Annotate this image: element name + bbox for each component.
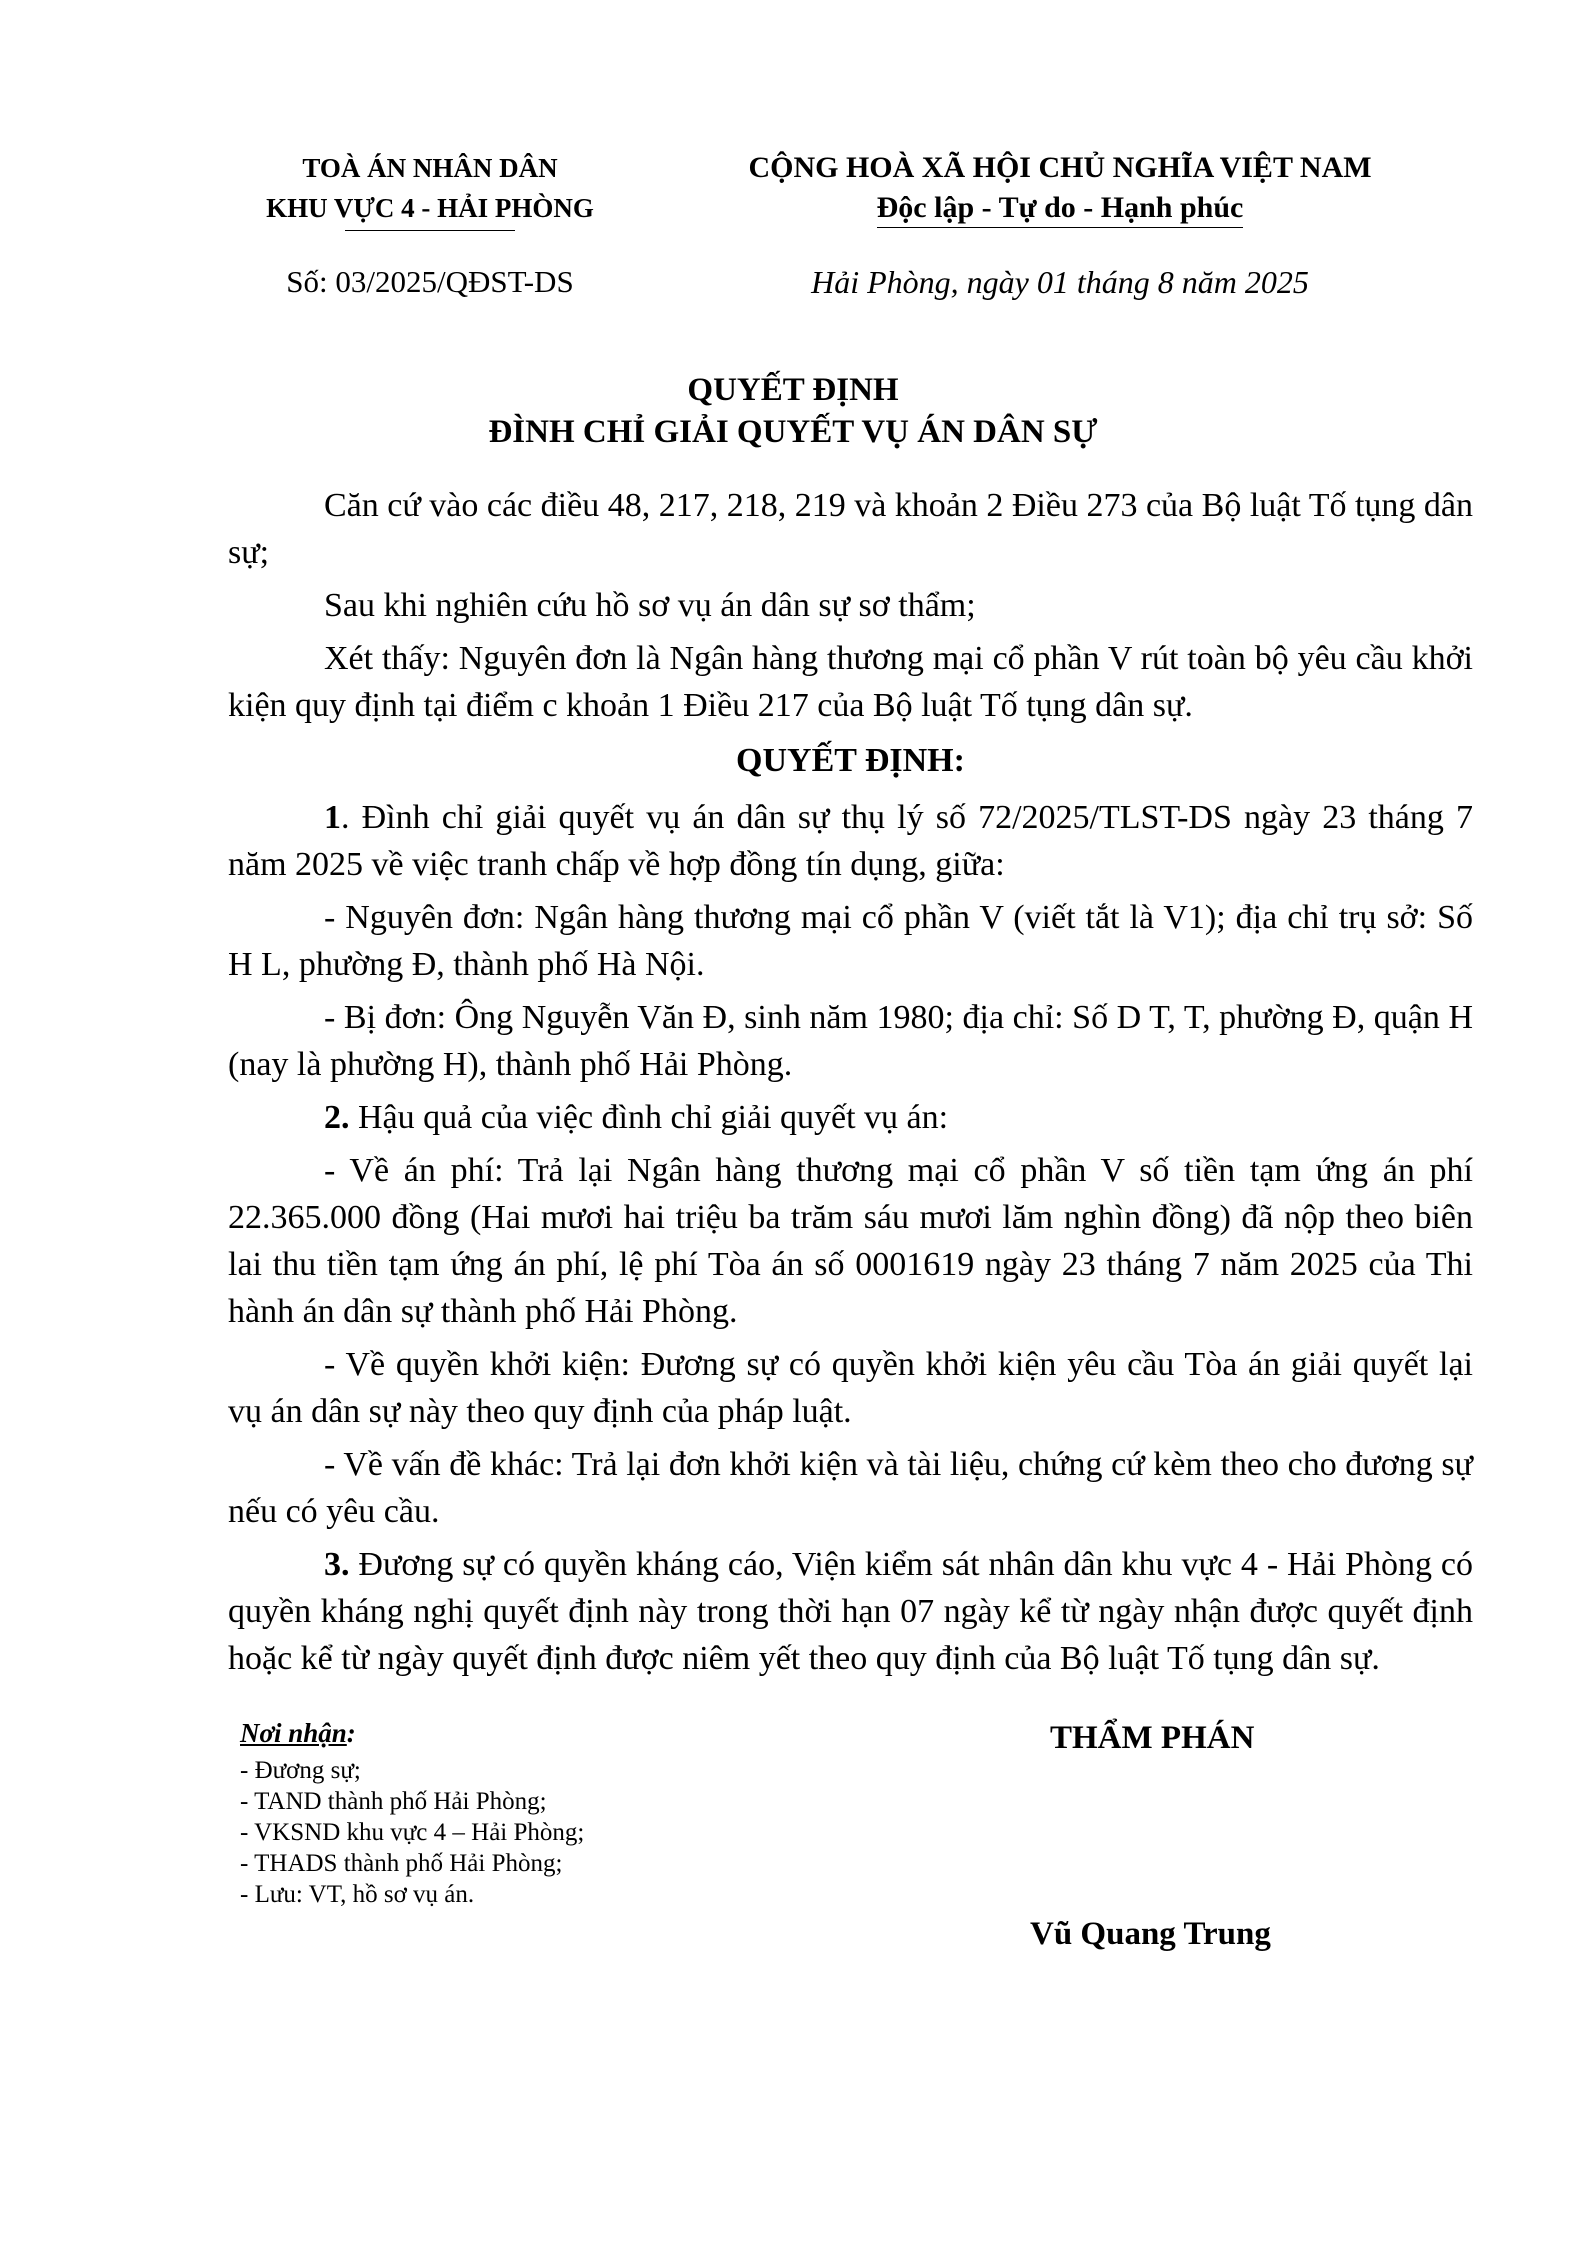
plaintiff-info: - Nguyên đơn: Ngân hàng thương mại cổ phần V (viết tắt là V1); địa chỉ trụ sở: Số H L, phường Đ, thành phố Hà Nội. — [228, 899, 1473, 983]
item-number: 3. — [324, 1546, 350, 1583]
document-title: QUYẾT ĐỊNH — [687, 372, 899, 408]
document-subtitle: ĐÌNH CHỈ GIẢI QUYẾT VỤ ÁN DÂN SỰ — [488, 414, 1098, 450]
legal-basis: Căn cứ vào các điều 48, 217, 218, 219 và khoản 2 Điều 273 của Bộ luật Tố tụng dân sự; — [228, 487, 1473, 571]
item-text: Đương sự có quyền kháng cáo, Viện kiểm sát nhân dân khu vực 4 - Hải Phòng có quyền kháng nghị quyết định này trong thời hạn 07 ngày kể từ ngày nhận được quyết định hoặc kể từ ngày quyết định được niêm yết theo quy định của Bộ luật Tố tụng dân sự. — [228, 1546, 1473, 1677]
recipient-item: - VKSND khu vực 4 – Hải Phòng; — [240, 1819, 585, 1846]
court-district: KHU VỰC 4 - HẢI PHÒNG — [266, 193, 594, 223]
defendant-info: - Bị đơn: Ông Nguyễn Văn Đ, sinh năm 1980; địa chỉ: Số D T, T, phường Đ, quận H (nay là phường H), thành phố Hải Phòng. — [228, 999, 1473, 1083]
item-text: Hậu quả của việc đình chỉ giải quyết vụ án: — [349, 1099, 949, 1136]
court-name: TOÀ ÁN NHÂN DÂN — [302, 153, 558, 183]
nation-header — [690, 148, 1430, 228]
recipients-block — [240, 1718, 840, 1910]
place-date: Hải Phòng, ngày 01 tháng 8 năm 2025 — [811, 264, 1309, 300]
decision-item-3 — [228, 1541, 1473, 1682]
item-text: . Đình chỉ giải quyết vụ án dân sự thụ lý số 72/2025/TLST-DS ngày 23 tháng 7 năm 2025 về việc tranh chấp về hợp đồng tín dụng, giữa: — [228, 799, 1473, 883]
right-to-sue-clause: - Về quyền khởi kiện: Đương sự có quyền khởi kiện yêu cầu Tòa án giải quyết lại vụ án dân sự này theo quy định của pháp luật. — [228, 1346, 1473, 1430]
other-matters-clause: - Về vấn đề khác: Trả lại đơn khởi kiện và tài liệu, chứng cứ kèm theo cho đương sự nếu có yêu cầu. — [228, 1446, 1473, 1530]
recipients-heading-colon: : — [346, 1718, 356, 1748]
national-motto: Độc lập - Tự do - Hạnh phúc — [877, 191, 1244, 228]
recipient-item: - Đương sự; — [240, 1757, 361, 1784]
item-number: 1 — [324, 799, 341, 836]
court-underline — [345, 230, 515, 231]
review-statement: Sau khi nghiên cứu hồ sơ vụ án dân sự sơ thẩm; — [324, 587, 976, 624]
court-header — [190, 148, 670, 228]
decision-item-2 — [228, 1094, 1473, 1141]
finding-statement: Xét thấy: Nguyên đơn là Ngân hàng thương mại cổ phần V rút toàn bộ yêu cầu khởi kiện quy định tại điểm c khoản 1 Điều 217 của Bộ luật Tố tụng dân sự. — [228, 640, 1473, 724]
recipients-heading — [240, 1718, 840, 1749]
judge-title: THẨM PHÁN — [1050, 1720, 1255, 1756]
decision-item-1 — [228, 794, 1473, 888]
decision-heading: QUYẾT ĐỊNH: — [736, 742, 965, 779]
judge-name: Vũ Quang Trung — [1030, 1916, 1271, 1952]
document-body — [228, 482, 1473, 1688]
court-fee-clause: - Về án phí: Trả lại Ngân hàng thương mại cổ phần V số tiền tạm ứng án phí 22.365.000 đồng (Hai mươi hai triệu ba trăm sáu mươi lăm nghìn đồng) đã nộp theo biên lai thu tiền tạm ứng án phí, lệ phí Tòa án số 0001619 ngày 23 tháng 7 năm 2025 của Thi hành án dân sự thành phố Hải Phòng. — [228, 1152, 1473, 1330]
item-number: 2. — [324, 1099, 350, 1136]
recipient-item: - THADS thành phố Hải Phòng; — [240, 1850, 563, 1877]
nation-name: CỘNG HOÀ XÃ HỘI CHỦ NGHĨA VIỆT NAM — [748, 151, 1372, 184]
recipients-heading-label: Nơi nhận — [240, 1718, 347, 1748]
document-number: Số: 03/2025/QĐST-DS — [286, 264, 574, 299]
recipient-item: - Lưu: VT, hồ sơ vụ án. — [240, 1881, 475, 1908]
recipient-item: - TAND thành phố Hải Phòng; — [240, 1788, 547, 1815]
